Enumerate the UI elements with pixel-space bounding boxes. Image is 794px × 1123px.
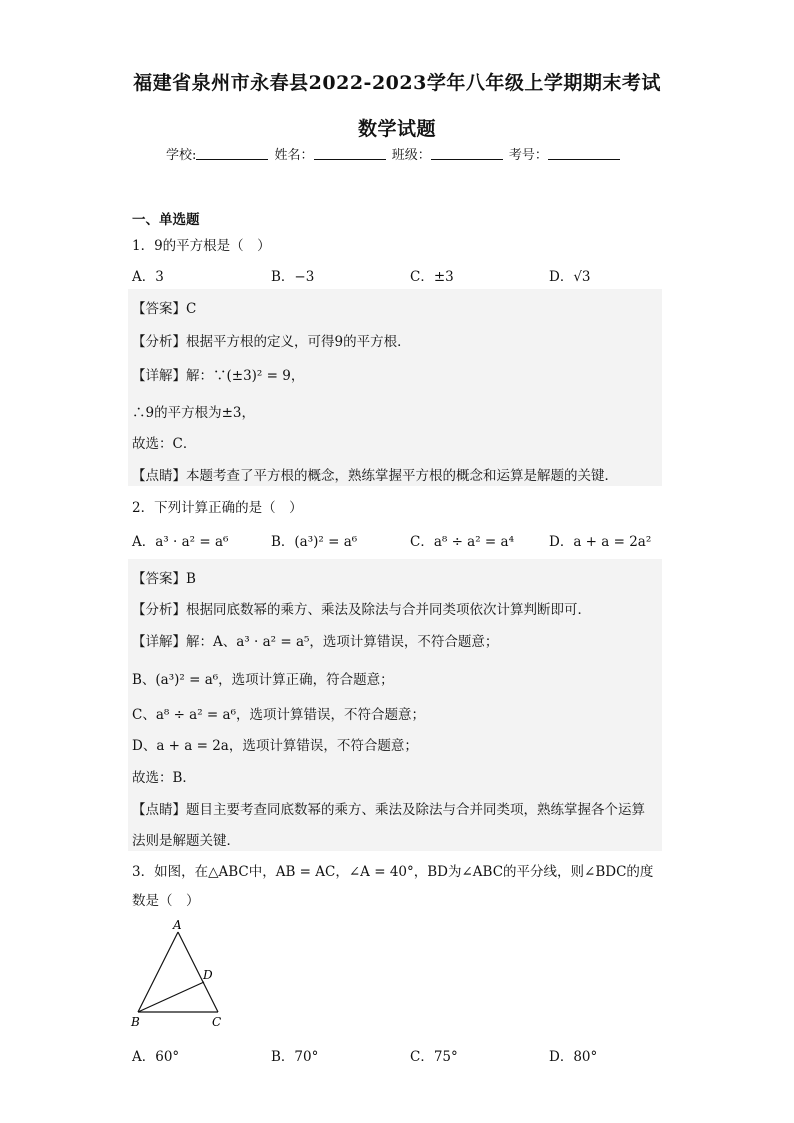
- class-blank[interactable]: [431, 147, 503, 160]
- q3-stem-line2: 数是（ ）: [132, 893, 200, 909]
- point-d-label: D: [203, 968, 213, 982]
- q1-option-a: A．3: [132, 269, 164, 285]
- q1-option-d: D．√3: [549, 269, 591, 285]
- q2-option-a: A．a³ · a² = a⁶: [132, 534, 229, 550]
- q2-option-c: C．a⁸ ÷ a² = a⁴: [410, 534, 514, 550]
- exam-title: 福建省泉州市永春县2022-2023学年八年级上学期期末考试: [133, 72, 661, 94]
- q2-choice: 故选：B．: [132, 770, 196, 786]
- q1-choice: 故选：C．: [132, 436, 197, 452]
- side-ab: [138, 932, 178, 1012]
- q3-stem-line1: 3．如图，在△ABC中，AB = AC，∠A = 40°，BD为∠ABC的平分线，则∠BDC的度: [132, 864, 654, 880]
- q2-detail-b: B、(a³)² = a⁶，选项计算正确，符合题意；: [132, 672, 394, 688]
- q2-detail: 【详解】解：A、a³ · a² = a⁵，选项计算错误，不符合题意；: [132, 634, 499, 650]
- vertex-c-label: C: [212, 1015, 222, 1029]
- q1-stem: 1．9的平方根是（ ）: [132, 238, 271, 254]
- q2-analysis: 【分析】根据同底数幂的乘方、乘法及除法与合并同类项依次计算判断即可．: [132, 602, 591, 618]
- q1-option-b: B．−3: [271, 269, 315, 285]
- segment-bd: [138, 982, 204, 1012]
- school-label: 学校:: [166, 148, 197, 163]
- vertex-a-label: A: [173, 918, 182, 932]
- student-info-row: [164, 144, 620, 163]
- q2-option-b: B．(a³)² = a⁶: [271, 534, 358, 550]
- q1-comment: 【点睛】本题考查了平方根的概念，熟练掌握平方根的概念和运算是解题的关键．: [132, 468, 618, 484]
- exam-number-label: 考号：: [508, 148, 548, 163]
- section-title: 一、单选题: [132, 212, 200, 228]
- exam-subtitle: 数学试题: [357, 118, 436, 140]
- q1-detail-conclusion: ∴9的平方根为±3，: [132, 405, 255, 421]
- q2-detail-c: C、a⁸ ÷ a² = a⁶，选项计算错误，不符合题意；: [132, 707, 425, 723]
- name-blank[interactable]: [314, 147, 386, 160]
- vertex-b-label: B: [131, 1015, 140, 1029]
- q1-detail: 【详解】解：∵(±3)² = 9，: [132, 368, 305, 384]
- class-label: 班级：: [391, 148, 431, 163]
- q1-solution-box: [128, 289, 662, 486]
- triangle-figure: [128, 918, 228, 1033]
- q1-answer: 【答案】C: [132, 301, 197, 317]
- exam-number-blank[interactable]: [548, 147, 620, 160]
- name-label: 姓名：: [274, 148, 314, 163]
- q3-option-b: B．70°: [271, 1049, 319, 1065]
- q2-option-d: D．a + a = 2a²: [549, 534, 652, 550]
- q2-stem: 2．下列计算正确的是（ ）: [132, 500, 303, 516]
- q2-comment-line1: 【点睛】题目主要考查同底数幂的乘方、乘法及除法与合并同类项，熟练掌握各个运算: [132, 802, 645, 818]
- q3-option-d: D．80°: [549, 1049, 598, 1065]
- q1-analysis: 【分析】根据平方根的定义，可得9的平方根．: [132, 334, 411, 350]
- q3-option-c: C．75°: [410, 1049, 458, 1065]
- q3-option-a: A．60°: [132, 1049, 180, 1065]
- q1-option-c: C．±3: [410, 269, 454, 285]
- school-blank[interactable]: [196, 147, 268, 160]
- q2-comment-line2: 法则是解题关键．: [132, 833, 240, 849]
- q2-answer: 【答案】B: [132, 571, 196, 587]
- q2-detail-d: D、a + a = 2a，选项计算错误，不符合题意；: [132, 738, 418, 754]
